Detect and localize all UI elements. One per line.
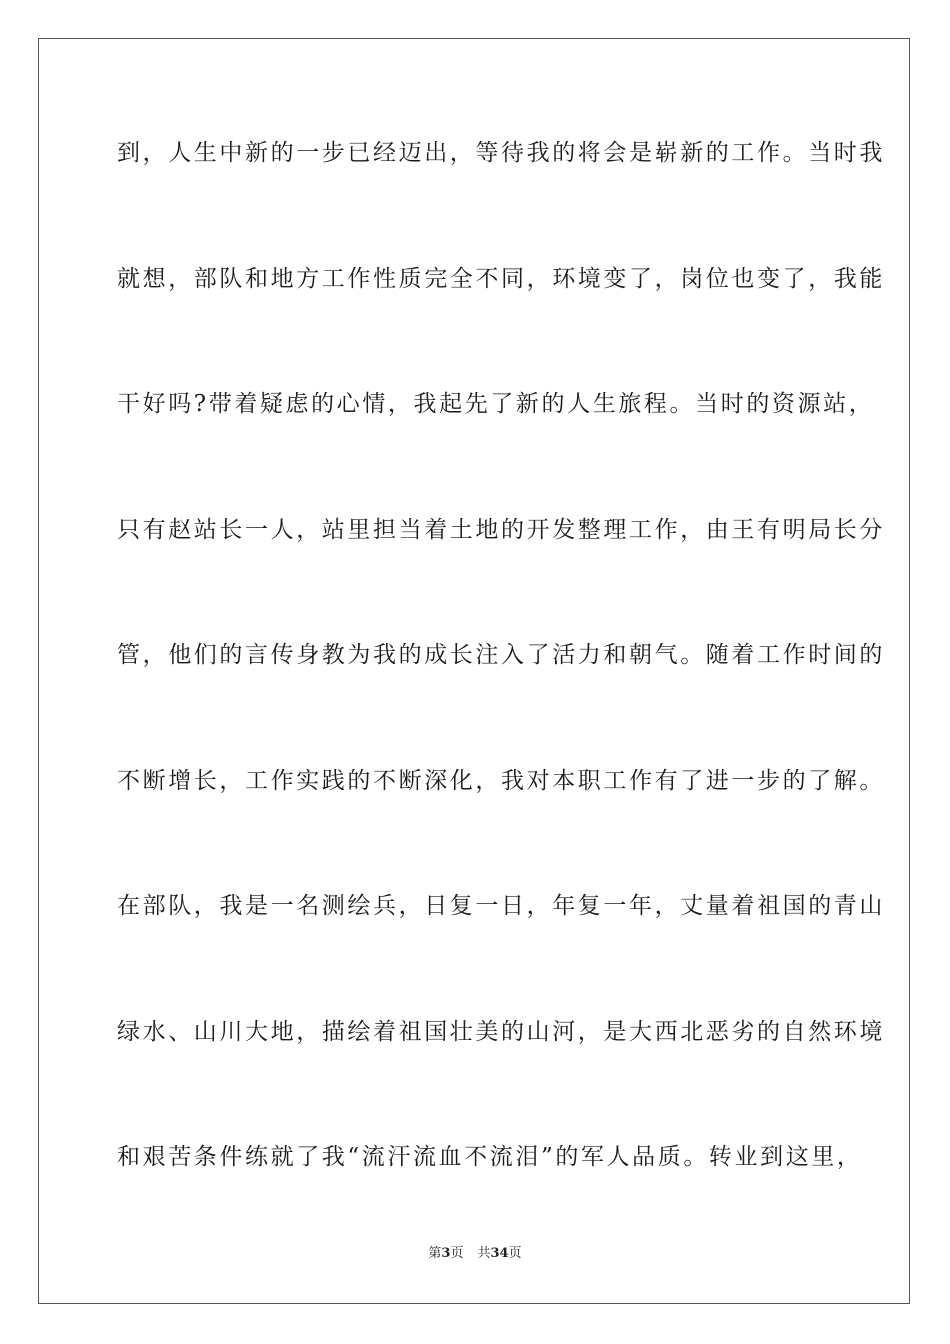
total-pages-label: 共34页: [477, 1246, 522, 1261]
text-line-6: 不断增长，工作实践的不断深化，我对本职工作有了进一步的了解。: [117, 767, 885, 794]
text-line-5: 管，他们的言传身教为我的成长注入了活力和朝气。随着工作时间的: [117, 642, 885, 668]
total-page-count: 34: [490, 1246, 509, 1261]
text-line-1: 到，人生中新的一步已经迈出，等待我的将会是崭新的工作。当时我: [117, 140, 885, 166]
text-line-4: 只有赵站长一人，站里担当着土地的开发整理工作，由王有明局长分: [117, 516, 885, 543]
text-line-9: 和艰苦条件练就了我“流汗流血不流泪”的军人品质。转业到这里，: [117, 1144, 863, 1170]
text-line-3: 干好吗?带着疑虑的心情，我起先了新的人生旅程。当时的资源站，: [117, 391, 875, 417]
text-line-7: 在部队，我是一名测绘兵，日复一日，年复一年，丈量着祖国的青山: [117, 893, 885, 919]
page-number-label: 第3页: [428, 1246, 464, 1261]
text-line-8: 绿水、山川大地，描绘着祖国壮美的山河，是大西北恶劣的自然环境: [117, 1018, 885, 1045]
document-body: [117, 130, 885, 1181]
current-page-number: 3: [441, 1246, 451, 1261]
page-footer: [0, 1245, 950, 1263]
text-line-2: 就想，部队和地方工作性质完全不同，环境变了，岗位也变了，我能: [117, 265, 885, 292]
